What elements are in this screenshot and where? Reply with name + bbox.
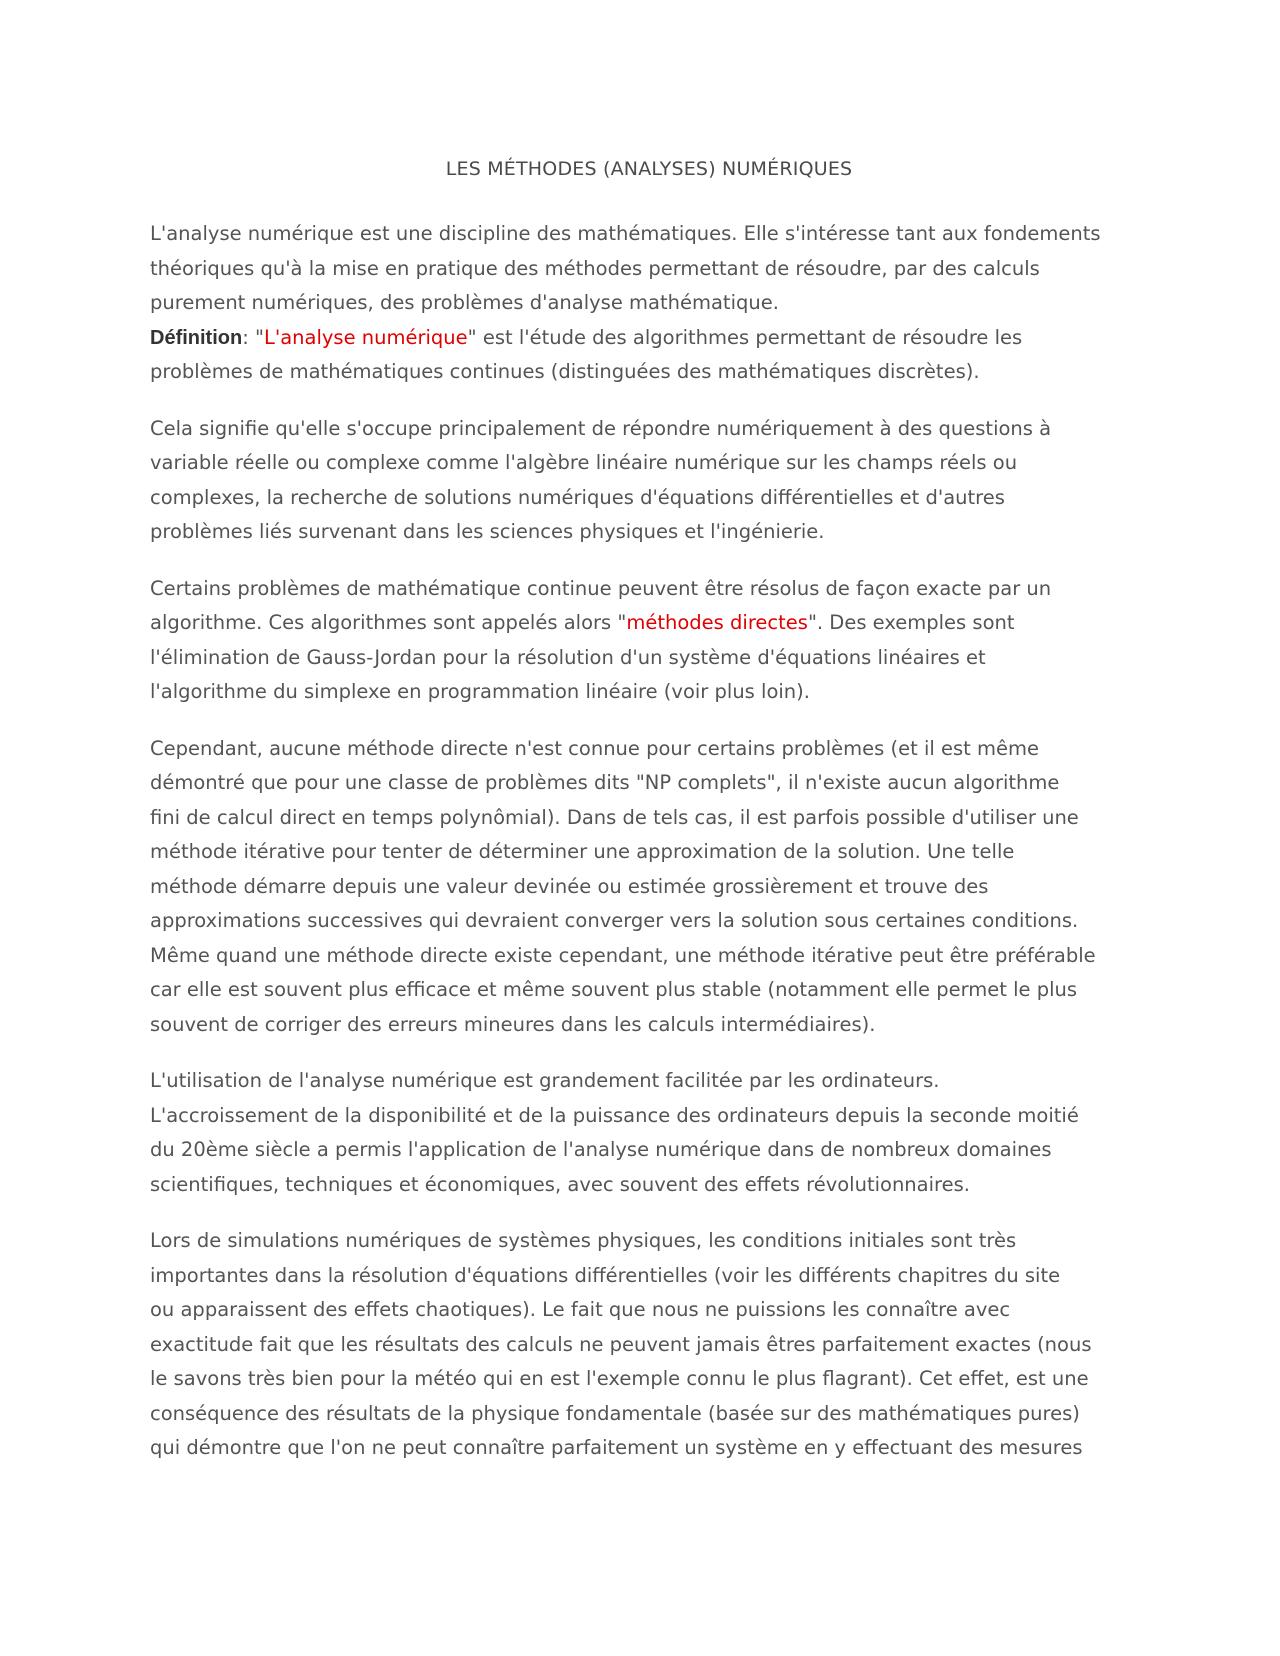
- text-line: [150, 606, 1140, 641]
- text-line: complexes, la recherche de solutions numériques d'équations différentielles et d'autres: [150, 485, 1005, 509]
- text-line: Même quand une méthode directe existe cependant, une méthode itérative peut être préférable: [150, 943, 1096, 967]
- definition-text: " est l'étude des algorithmes permettant de résoudre les: [467, 325, 1023, 349]
- text-line: méthode démarre depuis une valeur devinée ou estimée grossièrement et trouve des: [150, 874, 989, 898]
- paragraph-iterative-methods: [150, 732, 1140, 1043]
- text-line: Cependant, aucune méthode directe n'est connue pour certains problèmes (et il est même: [150, 736, 1039, 760]
- text-line: méthode itérative pour tenter de déterminer une approximation de la solution. Une telle: [150, 840, 1015, 863]
- definition-line: [150, 321, 1140, 356]
- text-line: problèmes de mathématiques continues (distinguées des mathématiques discrètes).: [150, 360, 980, 383]
- text-fragment: algorithme. Ces algorithmes sont appelés alors ": [150, 611, 627, 634]
- text-line: car elle est souvent plus efficace et même souvent plus stable (notamment elle permet le plus: [150, 978, 1078, 1001]
- text-line: scientifiques, techniques et économiques, avec souvent des effets révolutionnaires.: [150, 1172, 970, 1196]
- text-line: variable réelle ou complexe comme l'algèbre linéaire numérique sur les champs réels ou: [150, 451, 1018, 474]
- definition-term: L'analyse numérique: [263, 325, 468, 349]
- text-line: ou apparaissent des effets chaotiques). Le fait que nous ne puissions les connaître avec: [150, 1298, 1011, 1321]
- paragraph-direct-methods: [150, 572, 1140, 710]
- text-line: exactitude fait que les résultats des calculs ne peuvent jamais êtres parfaitement exactes (nous: [150, 1332, 1092, 1356]
- text-line: problèmes liés survenant dans les sciences physiques et l'ingénierie.: [150, 520, 825, 543]
- text-line: qui démontre que l'on ne peut connaître parfaitement un système en y effectuant des mesures: [150, 1436, 1083, 1459]
- text-fragment: ". Des exemples sont: [807, 611, 1015, 634]
- text-line: le savons très bien pour la météo qui en est l'exemple connu le plus flagrant). Cet effet, est une: [150, 1367, 1089, 1390]
- definition-colon: : ": [242, 325, 264, 349]
- text-line: purement numériques, des problèmes d'analyse mathématique.: [150, 291, 779, 314]
- text-line: L'utilisation de l'analyse numérique est grandement facilitée par les ordinateurs.: [150, 1069, 940, 1092]
- text-line: L'analyse numérique est une discipline des mathématiques. Elle s'intéresse tant aux fondements: [150, 222, 1101, 245]
- text-line: Certains problèmes de mathématique continue peuvent être résolus de façon exacte par un: [150, 576, 1052, 600]
- paragraph-computers: [150, 1064, 1140, 1202]
- text-line: l'algorithme du simplexe en programmation linéaire (voir plus loin).: [150, 680, 810, 703]
- text-line: L'accroissement de la disponibilité et de la puissance des ordinateurs depuis la seconde moitié: [150, 1103, 1079, 1127]
- text-line: conséquence des résultats de la physique fondamentale (basée sur des mathématiques pures): [150, 1401, 1080, 1425]
- text-line: du 20ème siècle a permis l'application de l'analyse numérique dans de nombreux domaines: [150, 1138, 1052, 1161]
- document-page: [150, 156, 1140, 1488]
- text-line: approximations successives qui devraient converger vers la solution sous certaines conditions.: [150, 909, 1079, 932]
- text-line: souvent de corriger des erreurs mineures dans les calculs intermédiaires).: [150, 1012, 876, 1036]
- paragraph-scope: [150, 412, 1140, 550]
- text-line: démontré que pour une classe de problèmes dits "NP complets", il n'existe aucun algorithme: [150, 771, 1060, 794]
- document-title: LES MÉTHODES (ANALYSES) NUMÉRIQUES: [445, 158, 853, 180]
- text-line: l'élimination de Gauss-Jordan pour la résolution d'un système d'équations linéaires et: [150, 645, 986, 669]
- text-line: Lors de simulations numériques de systèmes physiques, les conditions initiales sont très: [150, 1229, 1017, 1252]
- definition-label: Définition: [150, 326, 243, 349]
- text-line: importantes dans la résolution d'équations différentielles (voir les différents chapitres du site: [150, 1263, 1061, 1287]
- paragraph-intro: [150, 217, 1140, 390]
- direct-methods-term: méthodes directes: [626, 611, 808, 634]
- text-line: théoriques qu'à la mise en pratique des méthodes permettant de résoudre, par des calculs: [150, 256, 1040, 280]
- paragraph-simulations: [150, 1224, 1140, 1466]
- text-line: fini de calcul direct en temps polynômial). Dans de tels cas, il est parfois possible d'utiliser une: [150, 805, 1079, 829]
- text-line: Cela signifie qu'elle s'occupe principalement de répondre numériquement à des questions à: [150, 416, 1052, 440]
